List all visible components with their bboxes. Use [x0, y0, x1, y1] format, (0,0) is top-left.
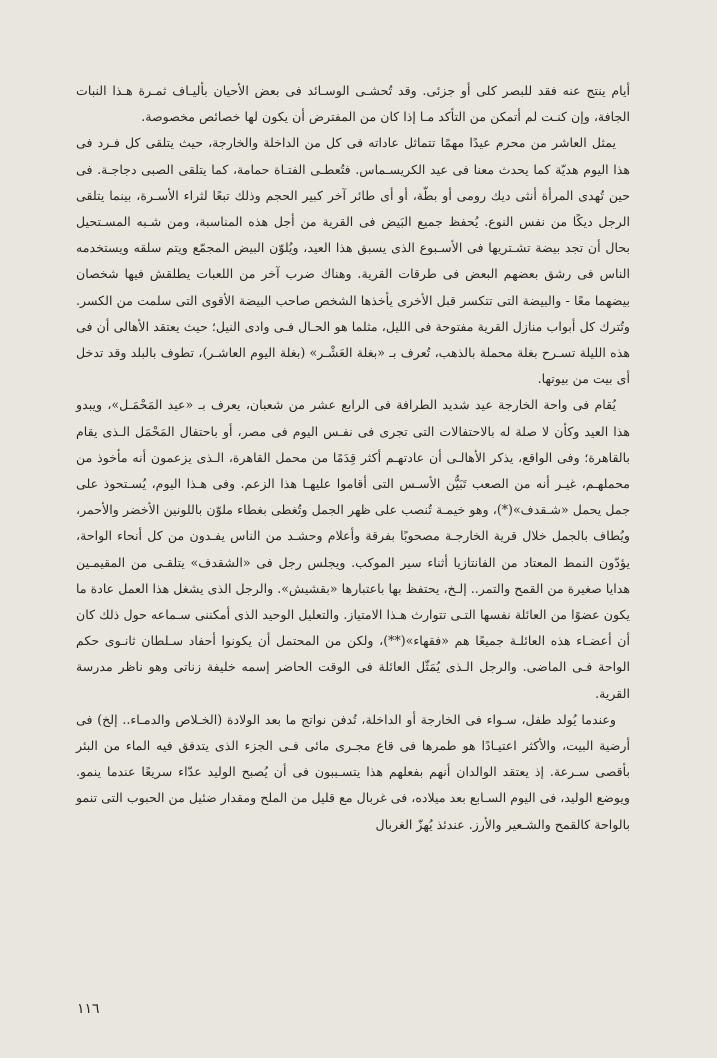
body-text	[76, 78, 630, 838]
paragraph: يُقام فى واحة الخارجة عيد شديد الطرافة فى الرابع عشر من شعبان، يعرف بـ «عيد المَحْمَـل»، ويبدو هذا العيد وكأن لا صلة له بالاحتفالات التى تجرى فى نفـس اليوم فى مصر، أو باحتفال المَحْمَل الـذى يقام بالقاهرة؛ وفى الواقع، يذكر الأهالـى أن عادتهـم أكثر قِدَمًا من محمل القاهرة، الـذى يزعمون أنه مأخوذ من محملهـم، غيـر أنه من الصعب تَبَيُّن الأسـس التى أقاموا عليهـا هذا الزعم. وفى هـذا اليوم، يُسـتحوذ على جمل يحمل «شـقدف»(*)، وهو خيمـة تُنصب على ظهر الجمل وتُغطى بغطاء ملوّن باللونين الأخضر والأحمر، ويُطاف بالجمل خلال قرية الخارجـة مصحوبًا بفرقة وأعلام وحشـد من الناس يفـدون من كل أنحاء الواحة، يؤدّون النمط المعتاد من الفانتازيا أثناء سير الموكب. ويجلس رجل فى «الشقدف» يتلقـى من المقيمـين هدايا صغيرة من القمح والتمر.. إلـخ، يحتفظ بها باعتبارها «بقشيش». والرجل الذى يشغل هذا العمل عادة ما يكون عضوًا من العائلة نفسها التـى تتوارث هـذا الامتياز. والتعليل الوحيد الذى أمكننى سـماعه حول ذلك كان أن أعضـاء هذه العائلـة جميعًا هم «فقهاء»(**)، ولكن من المحتمل أن يكونوا أحفاد سـلطان ثانـوى حكم الواحة فـى الماضى. والرجل الـذى يُمَثّل العائلة فى الوقت الحاضر إسمه خليفة زناتى وهو ناظر مدرسة القرية.	[76, 397, 630, 701]
paragraph: أيام ينتج عنه فقد للبصر كلى أو جزئى. وقد تُحشـى الوسـائد فى بعض الأحيان بأليـاف ثمـرة هـذا النبات الجافة، وإن كنـت لم أتمكن من التأكد مـا إذا كان من المفترض أن يكون لها خصائص مخصوصة.	[76, 83, 630, 125]
page-number: ١١٦	[77, 1001, 100, 1017]
paragraph: وعندما يُولد طفل، سـواء فى الخارجة أو الداخلة، تُدفن نواتج ما بعد الولادة (الخـلاص والدمـاء.. إلخ) فى أرضية البيت، والأكثر اعتيـادًا هو طمرها فى قاع مجـرى مائى فـى الجزء الذى يتدفق فيه الماء من البئر بأقصى سـرعة. إذ يعتقد الوالدان أنهم بفعلهم هذا يتسـببون فى أن يُصبح الوليد عدّاء سريعًا عندما ينمو. ويوضع الوليد، فى اليوم السـابع بعد ميلاده، فى غربال مع قليل من الملح ومقدار ضئيل من الحبوب التى تنمو بالواحة كالقمح والشـعير والأرز. عندئذ يُهزّ الغربال	[76, 711, 630, 832]
paragraph: يمثل العاشر من محرم عيدًا مهمًا تتماثل عاداته فى كل من الداخلة والخارجة، حيث يتلقى كل فـرد فى هذا اليوم هديّة كما يحدث معنا فى عيد الكريسـماس. فتُعطـى الفتـاة حمامة، كما يتلقى الصبى دجاجـة. فى حين تُهدى المرأة أنثى ديك رومى أو بطّة، أو أى طائر آخر كبير الحجم وذلك تبعًا لثراء الأسـرة، بينما يتلقى الرجل ديكًا من نفس النوع. يُحفظ جميع البَيض فى القرية من أجل هذه المناسبة، ومن شـبه المسـتحيل بحال أن تجد بيضة تشـتريها فى الأسـبوع الذى يسبق هذا العيد، ويُلوّن البيض المجمّع ويتم سلقه ويستخدمه الناس فى رشق بعضهم البعض فى طرقات القرية. وهناك ضرب آخر من اللعبات يطلقش فيها شخصان بيضهما معًا - والبيضة التى تتكسر قبل الأخرى يأخذها الشخص صاحب البيضة الأقوى التى سلمت من الكسر. وتُترك كل أبواب منازل القرية مفتوحة فى الليل، مثلما هو الحـال فـى وادى النيل؛ حيث يعتقد الأهالى أن فى هذه الليلة تسـرح بغلة محملة بالذهب، تُعرف بـ «بغلة العَشْـر» (بغلة اليوم العاشـر)، تطوف بالبلد وقد تدخل أى بيت من بيوتها.	[76, 135, 630, 387]
